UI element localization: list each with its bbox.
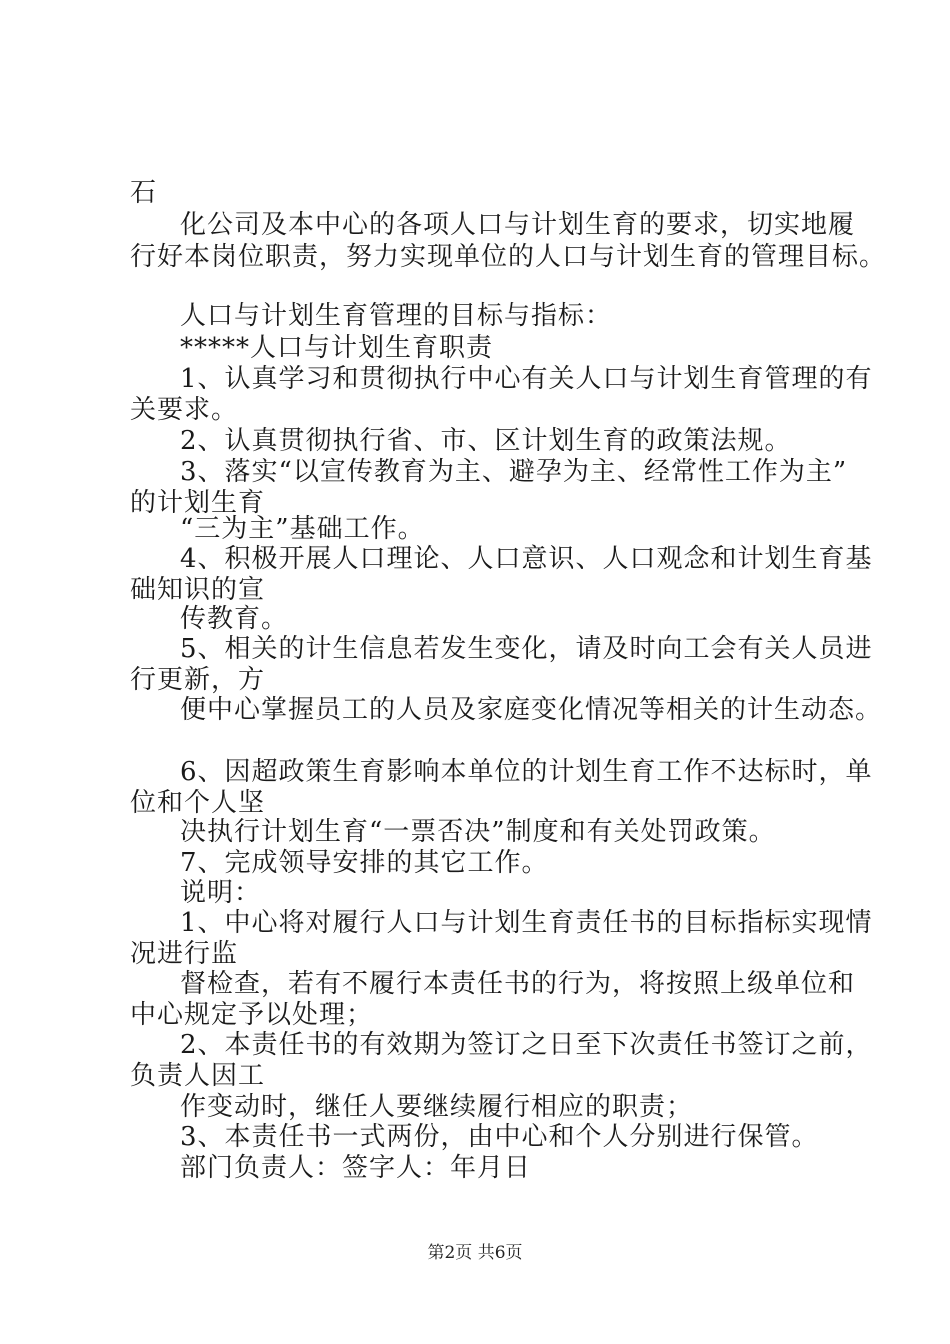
text-line: 4、积极开展人口理论、人口意识、人口观念和计划生育基 (180, 544, 873, 574)
text-line: 作变动时，继任人要继续履行相应的职责； (180, 1092, 694, 1122)
text-line: 2、本责任书的有效期为签订之日至下次责任书签订之前， (180, 1030, 873, 1060)
text-line: 行好本岗位职责，努力实现单位的人口与计划生育的管理目标。 (130, 242, 887, 272)
text-line: 3、本责任书一式两份，由中心和个人分别进行保管。 (180, 1122, 819, 1152)
text-line: 人口与计划生育管理的目标与指标： (180, 301, 613, 331)
text-line: 关要求。 (130, 395, 239, 425)
text-line: 石 (130, 178, 158, 208)
text-line: 7、完成领导安排的其它工作。 (180, 848, 549, 878)
text-line: 负责人因工 (130, 1061, 266, 1091)
text-line: 传教育。 (180, 604, 289, 634)
text-line: 6、因超政策生育影响本单位的计划生育工作不达标时，单 (180, 757, 873, 787)
text-line: 5、相关的计生信息若发生变化，请及时向工会有关人员进 (180, 634, 873, 664)
text-line: 督检查，若有不履行本责任书的行为，将按照上级单位和 (180, 969, 856, 999)
text-line: 位和个人坚 (130, 788, 266, 818)
text-line: 中心规定予以处理； (130, 1000, 374, 1030)
text-line: 说明： (180, 878, 262, 908)
text-line: 的计划生育 (130, 488, 266, 518)
text-line: 3、落实“以宣传教育为主、避孕为主、经常性工作为主” (180, 457, 848, 487)
text-line: 部门负责人：签字人：年月日 (180, 1153, 532, 1183)
text-line: 础知识的宣 (130, 575, 266, 605)
text-line: 决执行计划生育“一票否决”制度和有关处罚政策。 (180, 817, 776, 847)
text-line: *****人口与计划生育职责 (180, 333, 494, 363)
text-line: “三为主”基础工作。 (180, 514, 425, 544)
text-line: 便中心掌握员工的人员及家庭变化情况等相关的计生动态。 (180, 695, 883, 725)
text-line: 行更新，方 (130, 665, 266, 695)
page-number-footer: 第2页 共6页 (427, 1243, 523, 1263)
text-line: 况进行监 (130, 939, 239, 969)
text-line: 1、中心将对履行人口与计划生育责任书的目标指标实现情 (180, 908, 873, 938)
text-line: 化公司及本中心的各项人口与计划生育的要求，切实地履 (180, 210, 856, 240)
text-line: 2、认真贯彻执行省、市、区计划生育的政策法规。 (180, 426, 792, 456)
text-line: 1、认真学习和贯彻执行中心有关人口与计划生育管理的有 (180, 364, 873, 394)
